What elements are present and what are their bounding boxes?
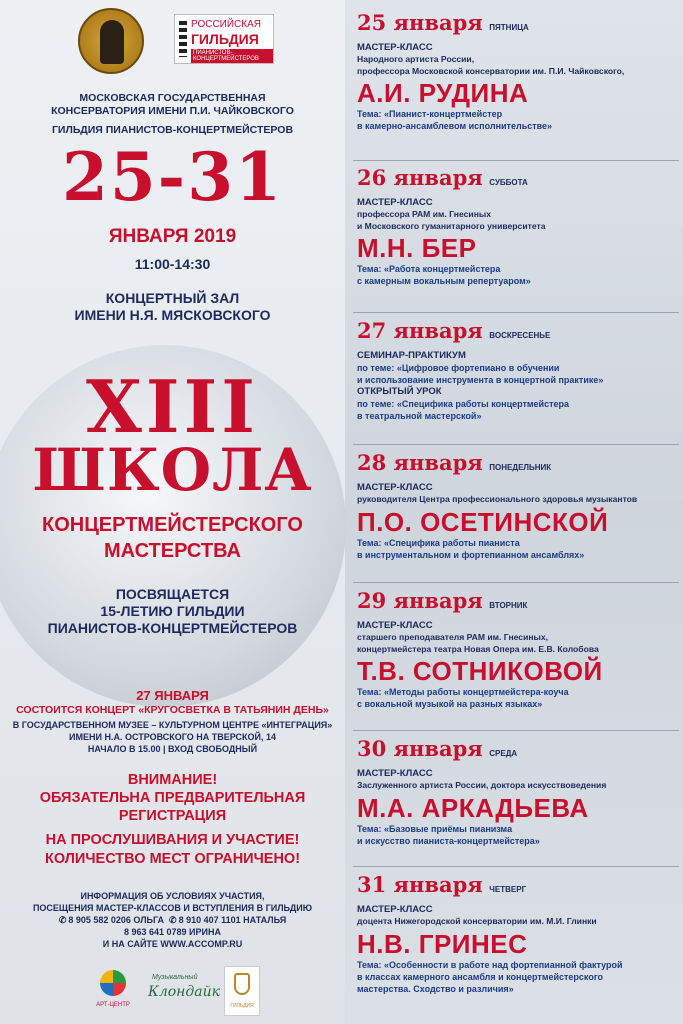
dedication-line2: 15-ЛЕТИЮ ГИЛЬДИИ xyxy=(100,603,245,619)
lecturer-name: М.А. АРКАДЬЕВА xyxy=(357,792,589,823)
lecturer-name: А.И. РУДИНА xyxy=(357,78,529,108)
lecturer-desc: Народного артиста России, xyxy=(357,54,475,64)
topic-line: Тема: «Методы работы концертмейстера-коуча xyxy=(357,687,569,697)
lecturer-name: М.Н. БЕР xyxy=(357,233,477,263)
divider xyxy=(353,730,679,731)
day-date: 28 января xyxy=(357,450,483,475)
lecturer-name: П.О. ОСЕТИНСКОЙ xyxy=(357,506,609,537)
schedule-day xyxy=(357,318,679,422)
guild-name: ГИЛЬДИЯ ПИАНИСТОВ-КОНЦЕРТМЕЙСТЕРОВ xyxy=(51,124,294,136)
notice-line2: ОБЯЗАТЕЛЬНА ПРЕДВАРИТЕЛЬНАЯ xyxy=(39,790,306,806)
day-date: 29 января xyxy=(357,588,483,613)
topic-line: Тема: «Базовые приёмы пианизма xyxy=(357,823,513,834)
day-weekday: СУББОТА xyxy=(489,178,528,187)
contacts-site[interactable]: И НА САЙТЕ WWW.ACCOMP.RU xyxy=(102,939,243,949)
notice-line1: ВНИМАНИЕ! xyxy=(127,772,218,788)
lecturer-desc: старшего преподавателя РАМ им. Гнесиных, xyxy=(357,632,549,642)
event-kind: МАСТЕР-КЛАСС xyxy=(357,768,433,779)
guild-crest-logo xyxy=(224,966,260,1016)
art-center-logo xyxy=(92,966,134,1016)
event-kind: СЕМИНАР-ПРАКТИКУМ xyxy=(357,350,466,361)
divider xyxy=(353,582,679,583)
day-weekday: СРЕДА xyxy=(489,749,518,758)
event-month-year: ЯНВАРЯ 2019 xyxy=(108,226,237,247)
school-number: XIII xyxy=(86,364,259,449)
phone-irina[interactable]: 8 963 641 0789 ИРИНА xyxy=(123,927,221,937)
topic-line: в театральной мастерской» xyxy=(357,411,482,421)
subtitle-line2: МАСТЕРСТВА xyxy=(103,540,241,562)
concert-date: 27 ЯНВАРЯ xyxy=(136,688,209,703)
day-date: 25 января xyxy=(357,10,483,35)
klondike-logo-main: Клондайк xyxy=(148,984,220,1000)
hall-line1: КОНЦЕРТНЫЙ ЗАЛ xyxy=(105,290,240,306)
crest-label: ГИЛЬДИЯ xyxy=(230,1003,254,1009)
event-dates: 25-31 xyxy=(61,138,284,216)
topic-line: Тема: «Особенности в работе над фортепианной фактурой xyxy=(357,959,623,970)
crest-icon xyxy=(234,973,250,995)
schedule-day xyxy=(357,10,679,132)
day-weekday: ПОНЕДЕЛЬНИК xyxy=(489,463,552,472)
day-date: 31 января xyxy=(357,872,483,897)
institution-line1: МОСКОВСКАЯ ГОСУДАРСТВЕННАЯ xyxy=(79,92,266,104)
topic-line: в камерно-ансамблевом исполнительстве» xyxy=(357,121,553,131)
art-center-logo-icon xyxy=(100,970,126,996)
klondike-logo-top: Музыкальный xyxy=(152,974,198,981)
conservatory-logo-icon xyxy=(78,8,144,74)
event-kind-2: ОТКРЫТЫЙ УРОК xyxy=(357,386,442,397)
event-kind: МАСТЕР-КЛАСС xyxy=(357,42,433,53)
school-title: ШКОЛА xyxy=(32,436,313,504)
topic-line: по теме: «Специфика работы концертмейстера xyxy=(357,399,570,409)
phone-icon: ✆ xyxy=(58,915,67,925)
event-kind: МАСТЕР-КЛАСС xyxy=(357,482,433,493)
day-weekday: ВТОРНИК xyxy=(489,601,528,610)
concert-place-line2: ИМЕНИ Н.А. ОСТРОВСКОГО НА ТВЕРСКОЙ, 14 xyxy=(69,732,276,742)
contacts-line2: ПОСЕЩЕНИЯ МАСТЕР-КЛАССОВ И ВСТУПЛЕНИЯ В ГИЛЬДИЮ xyxy=(32,903,313,913)
lecturer-desc: профессора РАМ им. Гнесиных xyxy=(357,209,492,219)
institution-line2: КОНСЕРВАТОРИЯ ИМЕНИ П.И. ЧАЙКОВСКОГО xyxy=(51,105,294,117)
topic-line: Тема: «Работа концертмейстера xyxy=(357,264,501,274)
topic-line: мастерства. Сходство и различия» xyxy=(357,983,514,994)
phone-icon: ✆ xyxy=(169,915,177,925)
notice-line4: НА ПРОСЛУШИВАНИЯ И УЧАСТИЕ! xyxy=(45,832,300,848)
divider xyxy=(353,866,679,867)
topic-line: в классах камерного ансамбля и концертмейстерского xyxy=(357,971,603,982)
notice-line3: РЕГИСТРАЦИЯ xyxy=(118,808,227,824)
topic-line: по теме: «Цифровое фортепиано в обучении xyxy=(357,363,560,373)
day-weekday: ВОСКРЕСЕНЬЕ xyxy=(489,331,551,340)
schedule-day xyxy=(357,588,679,710)
subtitle-line1: КОНЦЕРТМЕЙСТЕРСКОГО xyxy=(41,514,303,536)
concert-title: СОСТОИТСЯ КОНЦЕРТ «КРУГОСВЕТКА В ТАТЬЯНИН ДЕНЬ» xyxy=(16,704,329,716)
event-kind: МАСТЕР-КЛАСС xyxy=(357,620,433,631)
day-weekday: ПЯТНИЦА xyxy=(489,23,529,32)
divider xyxy=(353,160,679,161)
partner-logos xyxy=(92,966,262,1018)
day-date: 30 января xyxy=(357,736,483,761)
guild-logo-line3: ПИАНИСТОВ-КОНЦЕРТМЕЙСТЕРОВ xyxy=(191,49,273,63)
logo-row xyxy=(78,8,278,80)
art-center-label: АРТ-ЦЕНТР xyxy=(96,1002,130,1008)
lecturer-desc: концертмейстера театра Новая Опера им. Е.В. Колобова xyxy=(357,643,599,654)
concert-place-line1: В ГОСУДАРСТВЕННОМ МУЗЕЕ – КУЛЬТУРНОМ ЦЕНТРЕ «ИНТЕГРАЦИЯ» xyxy=(12,720,333,730)
hall-line2: ИМЕНИ Н.Я. МЯСКОВСКОГО xyxy=(74,307,271,323)
divider xyxy=(353,444,679,445)
dedication-line3: ПИАНИСТОВ-КОНЦЕРТМЕЙСТЕРОВ xyxy=(47,620,298,636)
concert-place-line3: НАЧАЛО В 15.00 | ВХОД СВОБОДНЫЙ xyxy=(87,744,258,754)
divider xyxy=(353,312,679,313)
topic-line: с камерным вокальным репертуаром» xyxy=(357,276,531,286)
contacts-line1: ИНФОРМАЦИЯ ОБ УСЛОВИЯХ УЧАСТИЯ, xyxy=(80,891,265,901)
schedule-column xyxy=(345,0,683,1024)
day-weekday: ЧЕТВЕРГ xyxy=(489,885,527,894)
topic-line: и использование инструмента в концертной практике» xyxy=(357,375,604,385)
schedule-day xyxy=(357,450,679,561)
topic-line: Тема: «Специфика работы пианиста xyxy=(357,537,520,548)
lecturer-desc: руководителя Центра профессионального здоровья музыкантов xyxy=(357,494,638,504)
topic-line: Тема: «Пианист-концертмейстер xyxy=(357,109,503,119)
notice-line5: КОЛИЧЕСТВО МЕСТ ОГРАНИЧЕНО! xyxy=(44,851,301,867)
lecturer-name: Т.В. СОТНИКОВОЙ xyxy=(357,656,603,686)
lecturer-desc: Заслуженного артиста России, доктора искусствоведения xyxy=(357,780,607,790)
lecturer-desc: доцента Нижегородской консерватории им. М.И. Глинки xyxy=(357,916,597,926)
klondike-logo xyxy=(144,966,220,1016)
dedication-line1: ПОСВЯЩАЕТСЯ xyxy=(115,586,230,602)
schedule-day xyxy=(357,736,679,847)
topic-line: и искусство пианиста-концертмейстера» xyxy=(357,835,540,846)
event-time: 11:00-14:30 xyxy=(134,256,211,272)
lecturer-desc: и Московского гуманитарного университета xyxy=(357,220,546,231)
day-date: 26 января xyxy=(357,165,483,190)
contacts-phones xyxy=(0,914,345,926)
event-kind: МАСТЕР-КЛАСС xyxy=(357,904,433,915)
event-kind: МАСТЕР-КЛАСС xyxy=(357,197,433,208)
lecturer-desc: профессора Московской консерватории им. П.И. Чайковского, xyxy=(357,65,625,76)
guild-logo-line2: ГИЛЬДИЯ xyxy=(191,31,259,47)
topic-line: в инструментальном и фортепианном ансамблях» xyxy=(357,549,585,560)
guild-logo xyxy=(174,14,274,64)
piano-keys-icon xyxy=(179,21,187,57)
lecturer-name: Н.В. ГРИНЕС xyxy=(357,928,528,959)
topic-line: с вокальной музыкой на разных языках» xyxy=(357,699,543,709)
day-date: 27 января xyxy=(357,318,483,343)
schedule-day xyxy=(357,872,679,995)
phone-olga[interactable]: 8 905 582 0206 ОЛЬГА xyxy=(68,915,165,925)
phone-natalia[interactable]: 8 910 407 1101 НАТАЛЬЯ xyxy=(178,915,287,925)
schedule-day xyxy=(357,165,679,287)
guild-logo-line1: РОССИЙСКАЯ xyxy=(191,19,261,30)
